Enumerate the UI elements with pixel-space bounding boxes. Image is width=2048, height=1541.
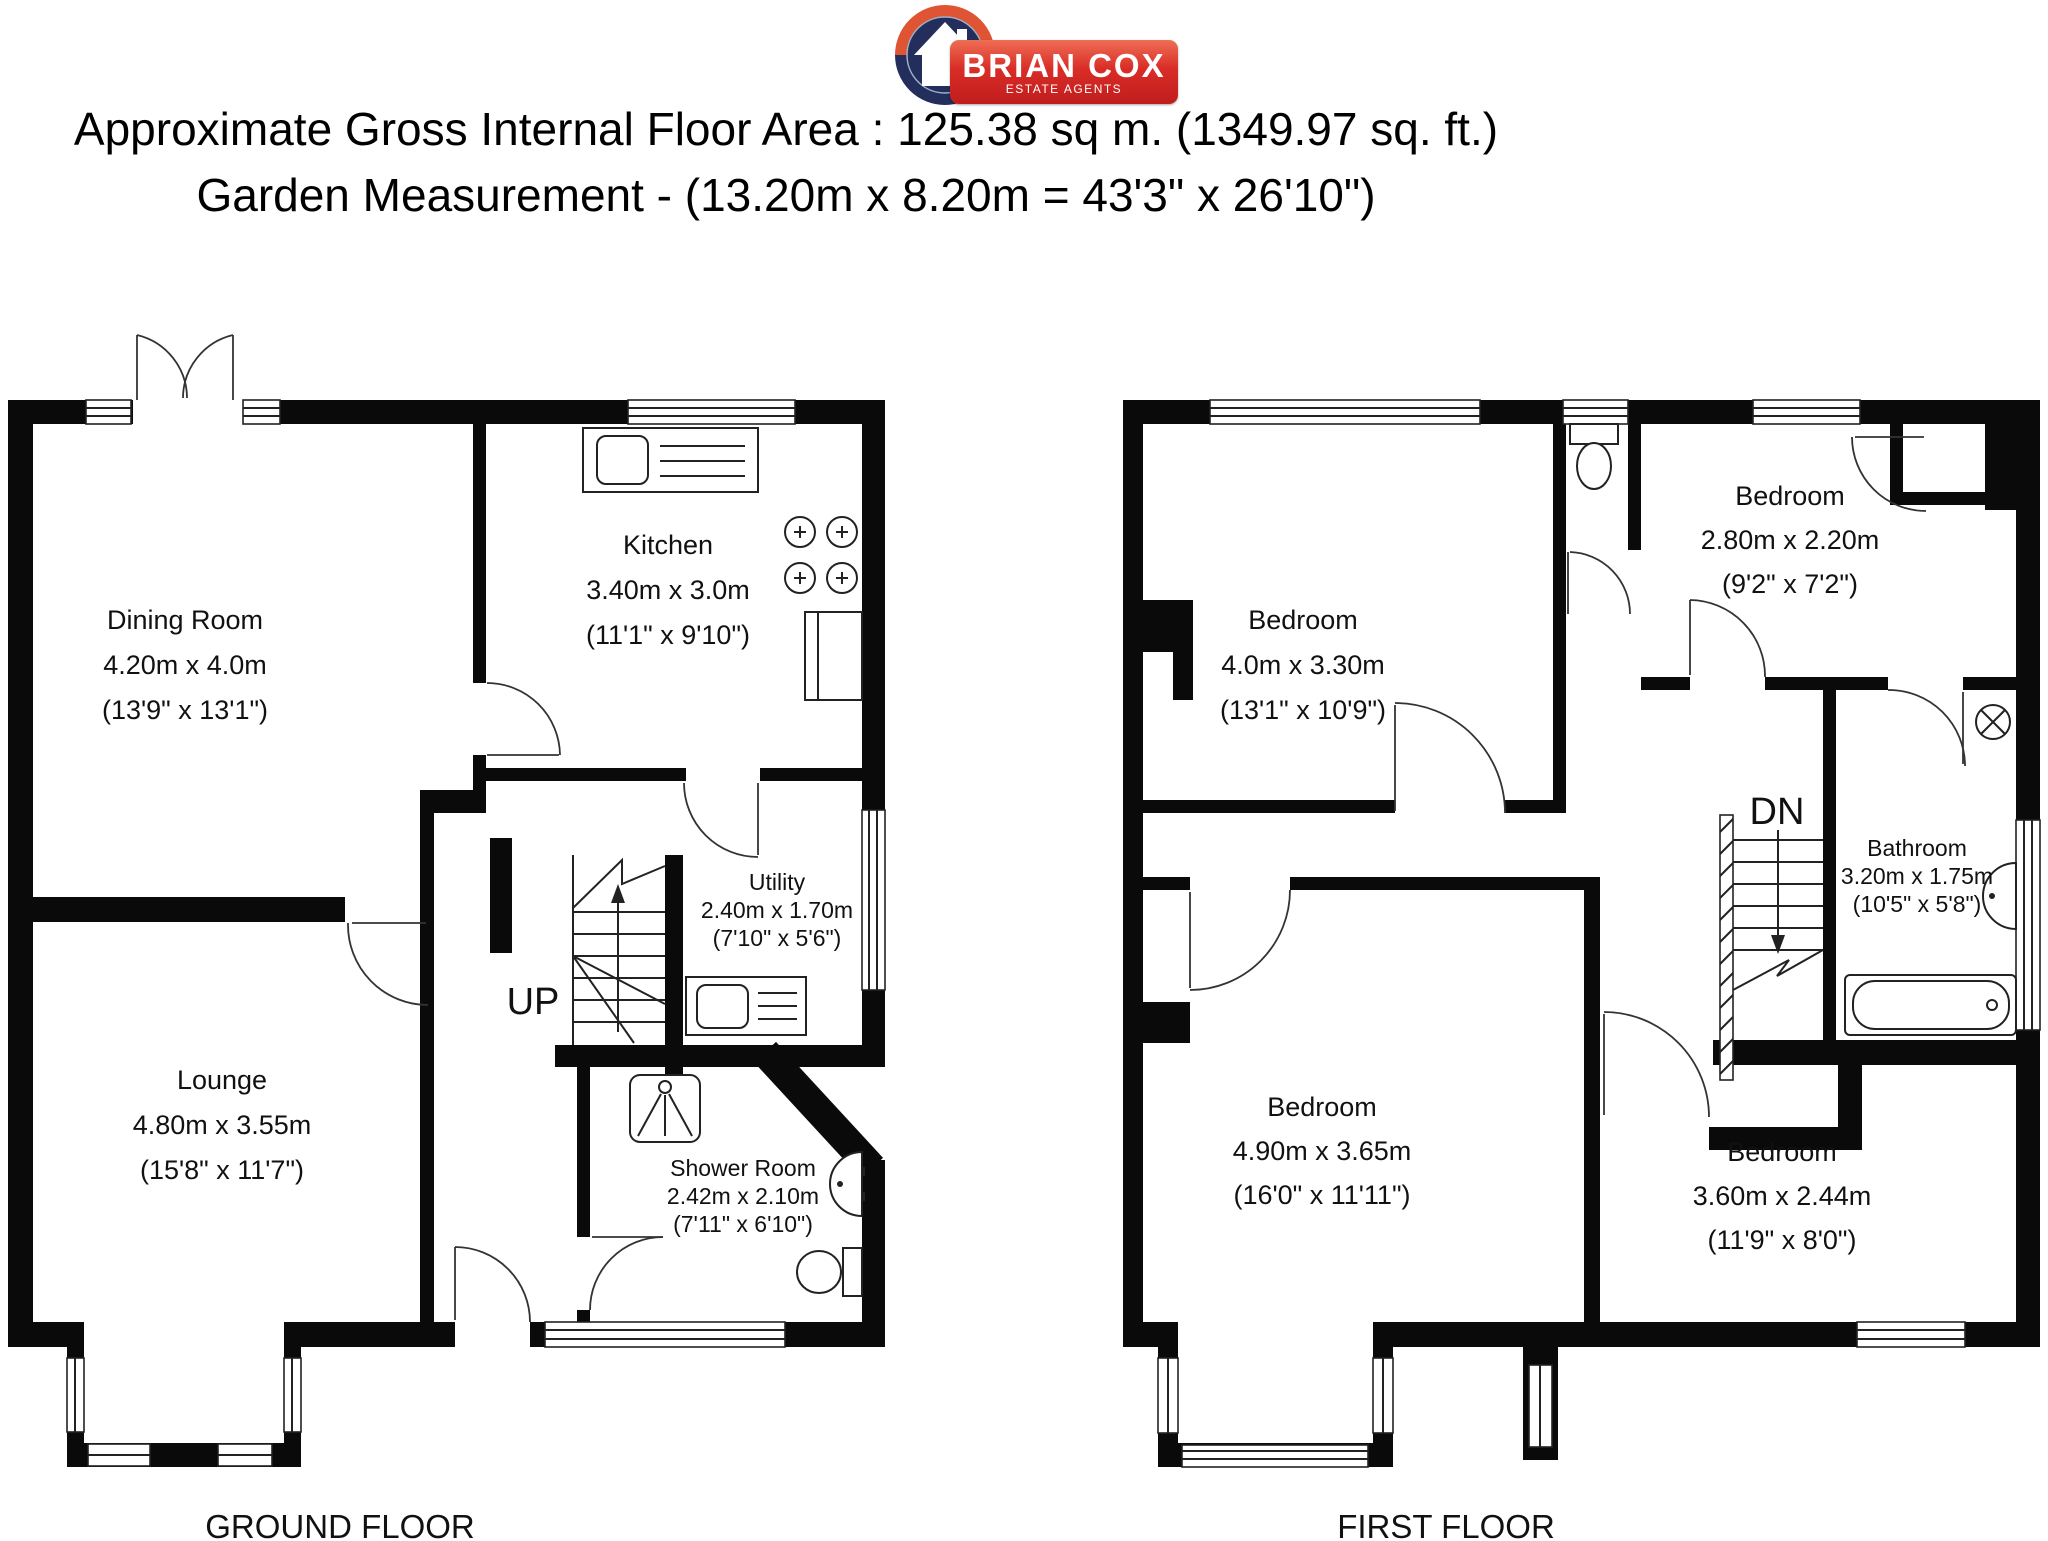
first-room-labels [1220, 481, 1993, 1255]
shower-basin-icon [830, 1152, 864, 1216]
bathtub-icon [1845, 975, 2016, 1035]
svg-text:(7'11" x 6'10"): (7'11" x 6'10") [673, 1211, 813, 1237]
bathroom-door-icon [1888, 690, 1965, 766]
ground-floor-caption: GROUND FLOOR [205, 1508, 475, 1541]
kitchen-door-icon [487, 683, 560, 755]
window-icon [243, 400, 280, 424]
shower-cubicle-icon [630, 1075, 700, 1142]
window-icon [545, 1322, 785, 1347]
svg-text:3.60m x 2.44m: 3.60m x 2.44m [1692, 1181, 1872, 1211]
kitchen-label [586, 530, 750, 650]
svg-text:(13'1" x 10'9"): (13'1" x 10'9") [1219, 695, 1387, 725]
window-icon [862, 810, 885, 990]
svg-text:(13'9" x 13'1"): (13'9" x 13'1") [101, 695, 269, 725]
window-icon [86, 400, 131, 424]
svg-text:Shower Room: Shower Room [670, 1155, 816, 1181]
svg-text:Dining Room: Dining Room [106, 605, 264, 635]
svg-text:(11'9" x 8'0"): (11'9" x 8'0") [1707, 1225, 1857, 1255]
svg-text:(15'8" x 11'7"): (15'8" x 11'7") [139, 1155, 305, 1185]
svg-text:(10'5" x 5'8"): (10'5" x 5'8") [1852, 891, 1982, 917]
ground-floor-plan [8, 335, 885, 1541]
window-icon [1857, 1322, 1965, 1347]
utility-label [701, 869, 853, 951]
hob-icon [785, 517, 862, 700]
bedroom4-door-icon [1604, 1012, 1709, 1117]
extractor-fan-icon [1976, 705, 2010, 739]
kitchen-sink-icon [583, 428, 758, 492]
window-icon [1563, 400, 1628, 424]
window-icon [1753, 400, 1860, 424]
shower-room-label [667, 1155, 819, 1237]
bedroom3-door-icon [1190, 890, 1290, 990]
svg-text:(9'2" x 7'2"): (9'2" x 7'2") [1721, 569, 1859, 599]
svg-text:2.80m x 2.20m: 2.80m x 2.20m [1700, 525, 1880, 555]
bedroom2-door-icon [1690, 600, 1765, 677]
svg-text:Kitchen: Kitchen [622, 530, 714, 560]
shower-room-door-icon [590, 1237, 663, 1310]
bathroom-label [1841, 835, 1993, 917]
svg-text:Utility: Utility [748, 869, 806, 895]
window-icon [628, 400, 795, 424]
window-icon [2016, 820, 2040, 1030]
bedroom3-label [1233, 1092, 1412, 1210]
svg-text:2.42m x 2.10m: 2.42m x 2.10m [666, 1183, 820, 1209]
logo-tagline: ESTATE AGENTS [1005, 81, 1123, 96]
svg-text:4.0m x 3.30m: 4.0m x 3.30m [1221, 650, 1385, 680]
dining-room-label [102, 605, 268, 725]
svg-text:(7'10" x 5'6"): (7'10" x 5'6") [712, 925, 842, 951]
wc-toilet-icon [1570, 424, 1618, 489]
utility-sink-icon [686, 977, 806, 1035]
logo-brand: BRIAN COX [962, 46, 1166, 84]
first-floor-plan [1123, 400, 2040, 1541]
toilet-icon [797, 1248, 862, 1296]
svg-text:4.80m x 3.55m: 4.80m x 3.55m [132, 1110, 312, 1140]
svg-text:Lounge: Lounge [176, 1065, 268, 1095]
front-door-icon [455, 1247, 530, 1322]
bedroom2-label [1701, 481, 1880, 599]
svg-text:(11'1" x 9'10"): (11'1" x 9'10") [585, 620, 751, 650]
svg-text:Bedroom: Bedroom [1735, 481, 1845, 511]
stairs-up-icon [573, 855, 665, 1045]
stairs-down-label: DN [1749, 791, 1805, 833]
window-icon [1210, 400, 1480, 424]
garden-measurement-heading: Garden Measurement - (13.20m x 8.20m = 43'3" x 26'10") [196, 169, 1376, 221]
svg-text:Bedroom: Bedroom [1248, 605, 1358, 635]
floor-area-heading: Approximate Gross Internal Floor Area : 125.38 sq m. (1349.97 sq. ft.) [73, 103, 1499, 155]
first-floor-caption: FIRST FLOOR [1337, 1508, 1555, 1541]
wc-door-icon [1568, 552, 1630, 614]
bedroom1-label [1220, 605, 1386, 725]
lounge-door-icon [348, 923, 428, 1005]
stairs-up-label: UP [506, 981, 560, 1023]
svg-text:3.40m x 3.0m: 3.40m x 3.0m [586, 575, 750, 605]
svg-text:Bedroom: Bedroom [1267, 1092, 1377, 1122]
bay-window-icon [1158, 1358, 1393, 1467]
svg-text:(16'0" x 11'11"): (16'0" x 11'11") [1233, 1180, 1411, 1210]
french-doors-icon [137, 335, 233, 400]
svg-text:3.20m x 1.75m: 3.20m x 1.75m [1840, 863, 1994, 889]
svg-text:Bedroom: Bedroom [1727, 1137, 1837, 1167]
bedroom4-label [1693, 1137, 1872, 1255]
bedroom1-door-icon [1395, 703, 1505, 813]
utility-door-icon [684, 783, 758, 857]
window-icon [1529, 1365, 1552, 1447]
svg-text:Bathroom: Bathroom [1867, 835, 1967, 861]
svg-text:4.20m x 4.0m: 4.20m x 4.0m [103, 650, 267, 680]
first-walls [1123, 400, 2040, 1467]
svg-text:4.90m x 3.65m: 4.90m x 3.65m [1232, 1136, 1412, 1166]
svg-text:2.40m x 1.70m: 2.40m x 1.70m [700, 897, 854, 923]
lounge-label [133, 1065, 312, 1185]
